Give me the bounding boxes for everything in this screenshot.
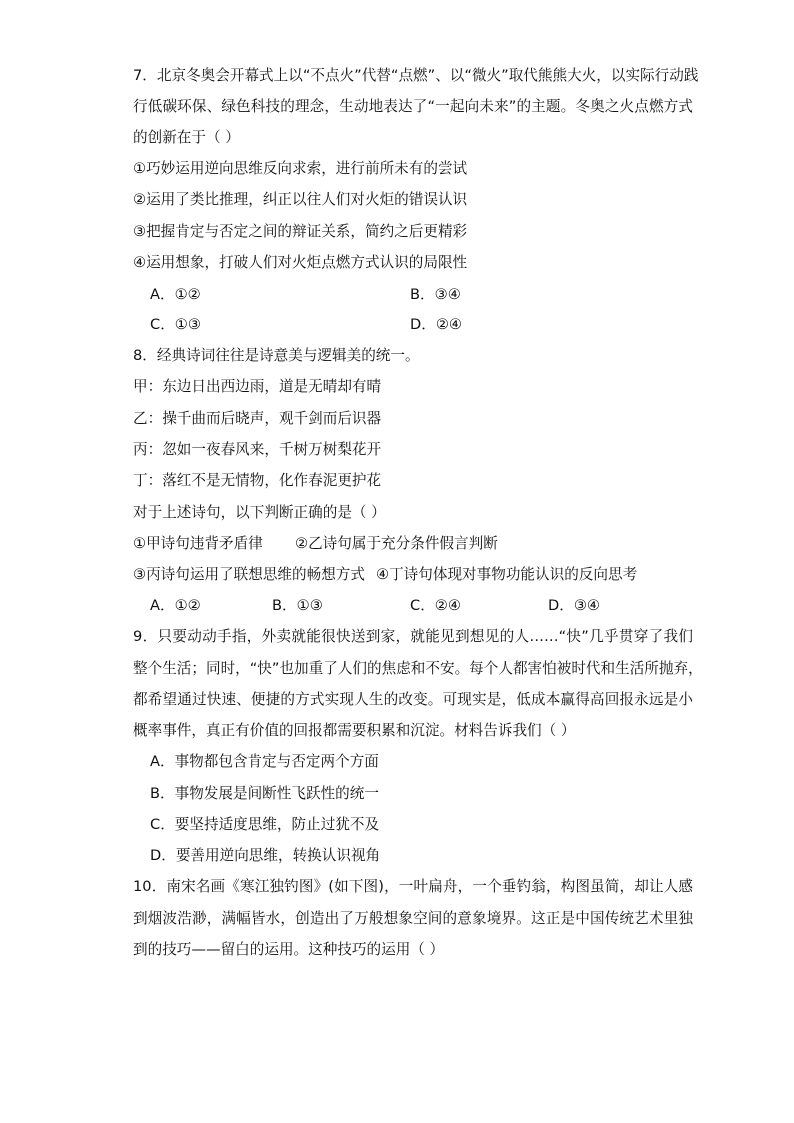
q9-option-a[interactable]: A．事物都包含肯定与否定两个方面 [150, 753, 379, 770]
q10-stem-line-1: 10．南宋名画《寒江独钓图》(如下图)，一叶扁舟，一个垂钓翁，构图虽简，却让人感 [133, 878, 693, 895]
q8-option-d[interactable]: D．③④ [548, 597, 600, 614]
q7-option-c[interactable]: C．①③ [150, 316, 201, 333]
q8-poem-yi: 乙：操千曲而后晓声，观千剑而后识器 [133, 410, 382, 427]
q8-question: 对于上述诗句，以下判断正确的是（ ） [133, 504, 386, 521]
q9-option-d[interactable]: D．要善用逆向思维，转换认识视角 [150, 847, 381, 864]
q8-poem-ding: 丁：落红不是无情物，化作春泥更护花 [133, 472, 382, 489]
q9-option-c[interactable]: C．要坚持适度思维，防止过犹不及 [150, 816, 380, 833]
q8-poem-bing: 丙：忽如一夜春风来，千树万树梨花开 [133, 441, 382, 458]
q7-statement-2: ②运用了类比推理，纠正以往人们对火炬的错误认识 [133, 191, 468, 208]
q7-option-d[interactable]: D．②④ [410, 316, 462, 333]
q7-option-b[interactable]: B．③④ [410, 286, 461, 303]
q8-statement-1: ①甲诗句违背矛盾律 [133, 535, 263, 552]
q9-stem-line-1: 9．只要动动手指，外卖就能很快送到家，就能见到想见的人……“快”几乎贯穿了我们 [133, 628, 693, 645]
q7-statement-3: ③把握肯定与否定之间的辩证关系，简约之后更精彩 [133, 223, 468, 240]
q7-stem-line-3: 的创新在于（ ） [133, 129, 240, 146]
q8-statement-2: ②乙诗句属于充分条件假言判断 [295, 535, 498, 552]
q7-statement-4: ④运用想象，打破人们对火炬点燃方式认识的局限性 [133, 254, 468, 271]
q8-stem: 8．经典诗词往往是诗意美与逻辑美的统一。 [133, 347, 420, 364]
q8-option-b[interactable]: B．①③ [272, 597, 323, 614]
q9-option-b[interactable]: B．事物发展是间断性飞跃性的统一 [150, 785, 379, 802]
q8-statement-3: ③丙诗句运用了联想思维的畅想方式 [133, 566, 365, 583]
q10-stem-line-2: 到烟波浩渺，满幅皆水，创造出了万般想象空间的意象境界。这正是中国传统艺术里独 [133, 910, 693, 927]
q10-stem-line-3: 到的技巧——留白的运用。这种技巧的运用（ ） [133, 941, 445, 958]
q9-stem-line-4: 概率事件，真正有价值的回报都需要积累和沉淀。材料告诉我们（ ） [133, 722, 576, 739]
q7-stem-line-1: 7．北京冬奥会开幕式上以“不点火”代替“点燃”、以“微火”取代熊熊大火，以实际行动践 [133, 67, 699, 84]
q9-stem-line-2: 整个生活；同时，“快”也加重了人们的焦虑和不安。每个人都害怕被时代和生活所抛弃， [133, 660, 703, 677]
q7-statement-1: ①巧妙运用逆向思维反向求索，进行前所未有的尝试 [133, 160, 468, 177]
q8-statement-4: ④丁诗句体现对事物功能认识的反向思考 [376, 566, 638, 583]
q9-stem-line-3: 都希望通过快速、便捷的方式实现人生的改变。可现实是，低成本赢得高回报永远是小 [133, 691, 693, 708]
q8-option-c[interactable]: C．②④ [410, 597, 461, 614]
q8-option-a[interactable]: A．①② [150, 597, 201, 614]
q7-stem-line-2: 行低碳环保、绿色科技的理念，生动地表达了“一起向未来”的主题。冬奥之火点燃方式 [133, 98, 693, 115]
q8-poem-jia: 甲：东边日出西边雨，道是无晴却有晴 [133, 378, 382, 395]
q7-option-a[interactable]: A．①② [150, 286, 201, 303]
